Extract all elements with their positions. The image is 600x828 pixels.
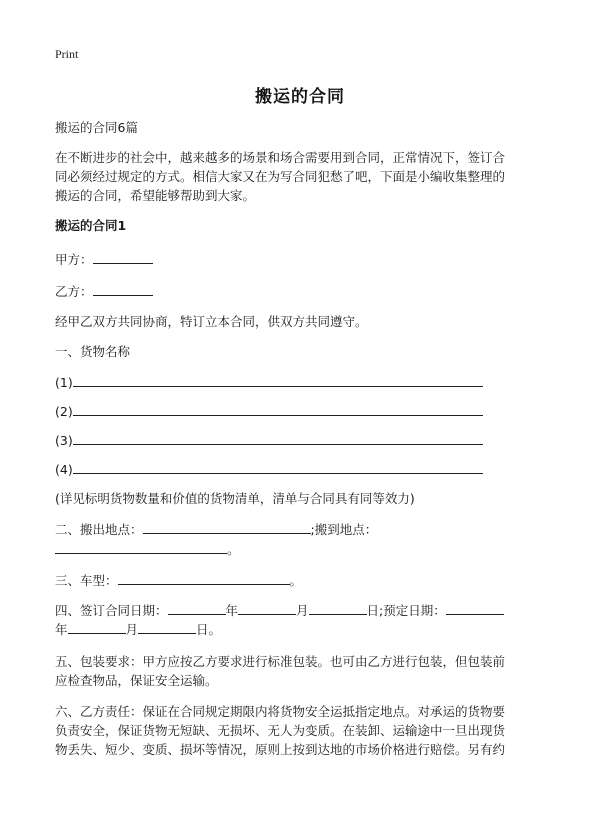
vehicle-row — [55, 571, 302, 590]
intro-line-2: 同必须经过规定的方式。相信大家又在为写合同犯愁了吧，下面是小编收集整理的 — [55, 169, 506, 184]
month-label: 月 — [296, 603, 309, 618]
document-subtitle: 搬运的合同6篇 — [55, 120, 138, 135]
goods-item-number: (3) — [55, 433, 73, 448]
move-to-blank — [55, 540, 227, 554]
packing-line-2: 应检查物品，保证安全运输。 — [55, 673, 218, 688]
planned-date-row — [55, 620, 221, 639]
planned-month-blank — [68, 620, 126, 634]
print-link[interactable]: Print — [55, 47, 79, 61]
planned-date-label: 日;预定日期： — [366, 603, 446, 618]
goods-item-blank — [73, 460, 483, 474]
party-a-blank — [93, 250, 153, 264]
planned-day-blank — [138, 620, 196, 634]
goods-heading: 一、货物名称 — [55, 344, 131, 359]
move-from-label: 二、搬出地点： — [55, 522, 143, 537]
month-blank — [238, 601, 296, 615]
goods-item — [55, 373, 483, 392]
goods-item — [55, 431, 483, 450]
goods-item — [55, 460, 483, 479]
goods-item-blank — [73, 373, 483, 387]
party-a-label: 甲方： — [55, 252, 93, 267]
document-title: 搬运的合同 — [255, 87, 345, 107]
goods-item — [55, 402, 483, 421]
goods-item-number: (2) — [55, 404, 73, 419]
year-label: 年 — [225, 603, 239, 618]
party-b-blank — [93, 282, 153, 296]
move-to-row — [55, 540, 240, 559]
packing-line-1: 五、包装要求：甲方应按乙方要求进行标准包装。也可由乙方进行包装，但包装前 — [55, 654, 506, 669]
vehicle-label: 三、车型： — [55, 573, 118, 588]
day-end-label: 日。 — [196, 622, 222, 637]
year-label: 年 — [55, 622, 68, 637]
duties-line-3: 物丢失、短少、变质、损坏等情况，原则上按到达地的市场价格进行赔偿。另有约 — [55, 742, 506, 757]
party-b-label: 乙方： — [55, 284, 93, 299]
goods-item-blank — [73, 431, 483, 445]
duties-line-1: 六、乙方责任：保证在合同规定期限内将货物安全运抵指定地点。对承运的货物要 — [55, 704, 506, 719]
intro-line-3: 搬运的合同，希望能够帮助到大家。 — [55, 188, 256, 203]
vehicle-blank — [118, 571, 290, 585]
period: 。 — [227, 542, 240, 557]
sign-date-row — [55, 601, 504, 620]
goods-item-number: (1) — [55, 375, 73, 390]
goods-note: (详见标明货物数量和价值的货物清单，清单与合同具有同等效力) — [55, 491, 415, 506]
party-b-row — [55, 282, 153, 301]
month-label: 月 — [125, 622, 139, 637]
period: 。 — [289, 573, 303, 588]
section-heading: 搬运的合同1 — [55, 218, 127, 233]
day-blank — [309, 601, 367, 615]
duties-line-2: 负责安全，保证货物无短缺、无损坏、无人为变质。在装卸、运输途中一旦出现货 — [55, 723, 506, 738]
move-to-label: ;搬到地点： — [310, 522, 378, 537]
agreement-text: 经甲乙双方共同协商，特订立本合同，供双方共同遵守。 — [55, 314, 368, 329]
party-a-row — [55, 250, 153, 269]
goods-item-number: (4) — [55, 462, 73, 477]
sign-date-label: 四、签订合同日期： — [55, 603, 168, 618]
move-from-blank — [143, 520, 311, 534]
intro-line-1: 在不断进步的社会中，越来越多的场景和场合需要用到合同，正常情况下，签订合 — [55, 150, 506, 165]
planned-year-blank — [446, 601, 504, 615]
year-blank — [168, 601, 226, 615]
move-location-row — [55, 520, 377, 539]
goods-item-blank — [73, 402, 483, 416]
